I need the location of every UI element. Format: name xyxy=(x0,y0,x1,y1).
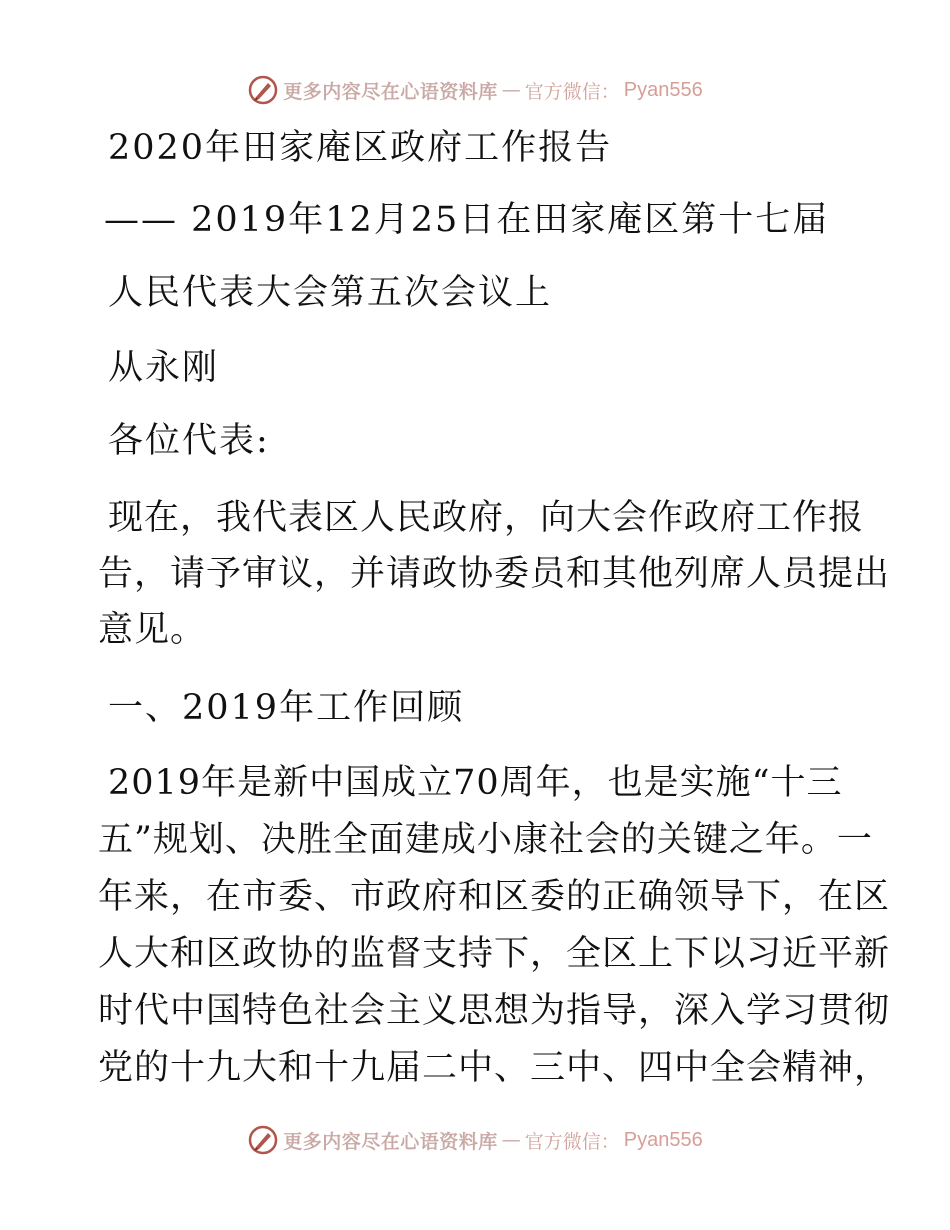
pen-logo-icon xyxy=(247,1124,279,1156)
paragraph-line: 五”规划、决胜全面建成小康社会的关键之年。一 xyxy=(98,820,873,860)
paragraph-line: 党的十九大和十九届二中、三中、四中全会精神， xyxy=(98,1048,891,1088)
paragraph-line: 2019年是新中国成立70周年，也是实施“十三 xyxy=(108,763,843,803)
watermark-separator: — xyxy=(501,1129,521,1151)
paragraph-line: 意见。 xyxy=(98,610,207,650)
paragraph-line: 人大和区政协的监督支持下，全区上下以习近平新 xyxy=(98,934,891,974)
document-subtitle-line1: —— 2019年12月25日在田家庵区第十七届 xyxy=(104,200,830,240)
watermark-wechat-id: Pyan556 xyxy=(623,1128,703,1151)
pen-logo-icon xyxy=(247,74,279,106)
watermark-wechat-label: 官方微信： xyxy=(524,80,620,103)
intro-paragraph xyxy=(98,498,891,650)
header-watermark xyxy=(0,70,950,110)
watermark-separator: — xyxy=(501,79,521,101)
watermark-promo-text: 更多内容尽在心语资料库 xyxy=(283,80,498,103)
watermark-wechat-label: 官方微信： xyxy=(524,1130,620,1153)
paragraph-line: 现在，我代表区人民政府，向大会作政府工作报 xyxy=(108,498,865,538)
document-subtitle-line2: 人民代表大会第五次会议上 xyxy=(108,273,553,313)
section-heading: 一、2019年工作回顾 xyxy=(108,688,465,728)
paragraph-line: 年来，在市委、市政府和区委的正确领导下，在区 xyxy=(98,877,891,917)
document-author: 从永刚 xyxy=(108,348,220,388)
paragraph-line: 告，请予审议，并请政协委员和其他列席人员提出 xyxy=(98,554,891,594)
document-title: 2020年田家庵区政府工作报告 xyxy=(108,128,613,168)
watermark-promo-text: 更多内容尽在心语资料库 xyxy=(283,1130,498,1153)
document-salutation: 各位代表: xyxy=(108,421,270,461)
paragraph-line: 时代中国特色社会主义思想为指导，深入学习贯彻 xyxy=(98,991,891,1031)
body-paragraph xyxy=(98,763,891,1088)
watermark-wechat-id: Pyan556 xyxy=(623,78,703,101)
footer-watermark xyxy=(0,1120,950,1160)
